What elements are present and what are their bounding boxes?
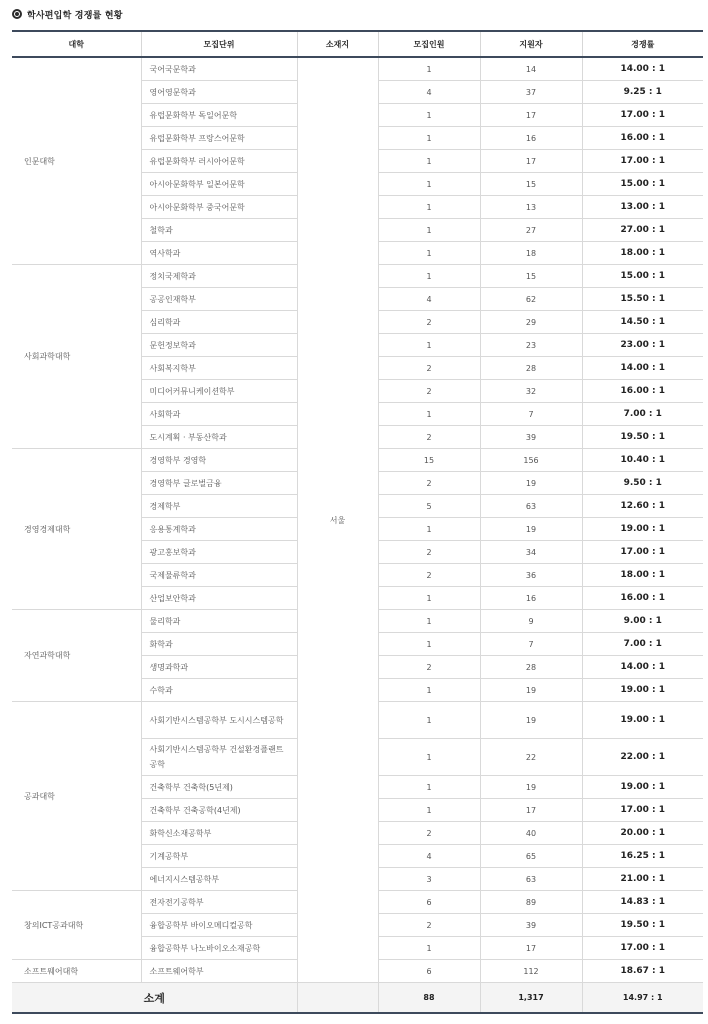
page-header <box>12 6 123 22</box>
unit-cell: 사회복지학부 <box>141 357 297 380</box>
quota-cell: 1 <box>378 127 480 150</box>
header-ratio: 경쟁률 <box>582 31 703 57</box>
applicants-cell: 15 <box>480 265 582 288</box>
applicants-cell: 28 <box>480 656 582 679</box>
unit-cell: 심리학과 <box>141 311 297 334</box>
ratio-cell: 21.00 : 1 <box>582 868 703 891</box>
applicants-cell: 29 <box>480 311 582 334</box>
applicants-cell: 14 <box>480 57 582 81</box>
quota-cell: 1 <box>378 173 480 196</box>
college-cell: 경영경제대학 <box>12 449 141 610</box>
applicants-cell: 18 <box>480 242 582 265</box>
total-label: 소계 <box>12 983 297 1014</box>
quota-cell: 1 <box>378 196 480 219</box>
unit-cell: 전자전기공학부 <box>141 891 297 914</box>
unit-cell: 수학과 <box>141 679 297 702</box>
ratio-cell: 16.00 : 1 <box>582 587 703 610</box>
unit-cell: 도시계획 · 부동산학과 <box>141 426 297 449</box>
quota-cell: 1 <box>378 937 480 960</box>
applicants-cell: 156 <box>480 449 582 472</box>
applicants-cell: 7 <box>480 403 582 426</box>
unit-cell: 아시아문화학부 중국어문학 <box>141 196 297 219</box>
applicants-cell: 39 <box>480 914 582 937</box>
ratio-cell: 16.00 : 1 <box>582 127 703 150</box>
applicants-cell: 27 <box>480 219 582 242</box>
college-cell: 자연과학대학 <box>12 610 141 702</box>
ratio-cell: 19.00 : 1 <box>582 702 703 739</box>
applicants-cell: 19 <box>480 518 582 541</box>
unit-cell: 공공인재학부 <box>141 288 297 311</box>
quota-cell: 2 <box>378 656 480 679</box>
quota-cell: 1 <box>378 610 480 633</box>
total-quota: 88 <box>378 983 480 1014</box>
quota-cell: 15 <box>378 449 480 472</box>
ratio-cell: 16.00 : 1 <box>582 380 703 403</box>
college-cell: 공과대학 <box>12 702 141 891</box>
college-cell: 소프트웨어대학 <box>12 960 141 983</box>
ratio-cell: 19.00 : 1 <box>582 776 703 799</box>
ratio-cell: 13.00 : 1 <box>582 196 703 219</box>
unit-cell: 산업보안학과 <box>141 587 297 610</box>
header-quota: 모집인원 <box>378 31 480 57</box>
college-cell: 사회과학대학 <box>12 265 141 449</box>
header-college: 대학 <box>12 31 141 57</box>
ratio-cell: 20.00 : 1 <box>582 822 703 845</box>
ratio-cell: 7.00 : 1 <box>582 633 703 656</box>
applicants-cell: 36 <box>480 564 582 587</box>
applicants-cell: 13 <box>480 196 582 219</box>
ratio-cell: 17.00 : 1 <box>582 799 703 822</box>
applicants-cell: 9 <box>480 610 582 633</box>
college-cell: 창의ICT공과대학 <box>12 891 141 960</box>
total-location-cell <box>297 983 378 1014</box>
ratio-cell: 19.00 : 1 <box>582 679 703 702</box>
applicants-cell: 112 <box>480 960 582 983</box>
quota-cell: 1 <box>378 104 480 127</box>
applicants-cell: 19 <box>480 679 582 702</box>
ratio-cell: 17.00 : 1 <box>582 104 703 127</box>
ratio-cell: 18.00 : 1 <box>582 564 703 587</box>
table-row <box>12 57 703 81</box>
ratio-cell: 16.25 : 1 <box>582 845 703 868</box>
applicants-cell: 17 <box>480 799 582 822</box>
applicants-cell: 19 <box>480 702 582 739</box>
unit-cell: 경제학부 <box>141 495 297 518</box>
quota-cell: 4 <box>378 288 480 311</box>
quota-cell: 1 <box>378 739 480 776</box>
applicants-cell: 23 <box>480 334 582 357</box>
ratio-cell: 14.00 : 1 <box>582 656 703 679</box>
applicants-cell: 7 <box>480 633 582 656</box>
applicants-cell: 15 <box>480 173 582 196</box>
ratio-cell: 15.00 : 1 <box>582 173 703 196</box>
quota-cell: 1 <box>378 776 480 799</box>
unit-cell: 광고홍보학과 <box>141 541 297 564</box>
circle-bullet-icon <box>12 9 22 19</box>
unit-cell: 문헌정보학과 <box>141 334 297 357</box>
unit-cell: 경영학부 글로벌금융 <box>141 472 297 495</box>
ratio-cell: 22.00 : 1 <box>582 739 703 776</box>
ratio-cell: 27.00 : 1 <box>582 219 703 242</box>
ratio-cell: 15.00 : 1 <box>582 265 703 288</box>
quota-cell: 2 <box>378 380 480 403</box>
ratio-cell: 17.00 : 1 <box>582 150 703 173</box>
table-header-row <box>12 31 703 57</box>
ratio-cell: 18.00 : 1 <box>582 242 703 265</box>
quota-cell: 2 <box>378 357 480 380</box>
applicants-cell: 17 <box>480 150 582 173</box>
applicants-cell: 16 <box>480 127 582 150</box>
unit-cell: 건축학부 건축공학(4년제) <box>141 799 297 822</box>
ratio-cell: 12.60 : 1 <box>582 495 703 518</box>
unit-cell: 물리학과 <box>141 610 297 633</box>
college-cell: 인문대학 <box>12 57 141 265</box>
ratio-cell: 18.67 : 1 <box>582 960 703 983</box>
quota-cell: 2 <box>378 311 480 334</box>
quota-cell: 6 <box>378 891 480 914</box>
quota-cell: 1 <box>378 702 480 739</box>
applicants-cell: 40 <box>480 822 582 845</box>
applicants-cell: 28 <box>480 357 582 380</box>
unit-cell: 미디어커뮤니케이션학부 <box>141 380 297 403</box>
unit-cell: 정치국제학과 <box>141 265 297 288</box>
ratio-cell: 19.50 : 1 <box>582 914 703 937</box>
ratio-cell: 7.00 : 1 <box>582 403 703 426</box>
quota-cell: 2 <box>378 564 480 587</box>
quota-cell: 5 <box>378 495 480 518</box>
quota-cell: 1 <box>378 403 480 426</box>
unit-cell: 사회기반시스템공학부 건설환경플랜트공학 <box>141 739 297 776</box>
unit-cell: 유럽문화학부 독일어문학 <box>141 104 297 127</box>
unit-cell: 사회기반시스템공학부 도시시스템공학 <box>141 702 297 739</box>
quota-cell: 2 <box>378 822 480 845</box>
unit-cell: 응용통계학과 <box>141 518 297 541</box>
applicants-cell: 16 <box>480 587 582 610</box>
ratio-cell: 19.50 : 1 <box>582 426 703 449</box>
ratio-cell: 17.00 : 1 <box>582 937 703 960</box>
applicants-cell: 19 <box>480 472 582 495</box>
ratio-cell: 9.25 : 1 <box>582 81 703 104</box>
unit-cell: 화학신소재공학부 <box>141 822 297 845</box>
unit-cell: 유럽문화학부 러시아어문학 <box>141 150 297 173</box>
applicants-cell: 63 <box>480 495 582 518</box>
ratio-cell: 9.00 : 1 <box>582 610 703 633</box>
location-cell: 서울 <box>297 57 378 983</box>
page-title: 학사편입학 경쟁률 현황 <box>27 10 123 21</box>
total-ratio: 14.97 : 1 <box>582 983 703 1014</box>
quota-cell: 1 <box>378 587 480 610</box>
applicants-cell: 37 <box>480 81 582 104</box>
applicants-cell: 63 <box>480 868 582 891</box>
header-applicants: 지원자 <box>480 31 582 57</box>
unit-cell: 융합공학부 바이오메디컬공학 <box>141 914 297 937</box>
unit-cell: 영어영문학과 <box>141 81 297 104</box>
quota-cell: 2 <box>378 541 480 564</box>
quota-cell: 2 <box>378 426 480 449</box>
unit-cell: 소프트웨어학부 <box>141 960 297 983</box>
ratio-cell: 10.40 : 1 <box>582 449 703 472</box>
ratio-cell: 14.50 : 1 <box>582 311 703 334</box>
applicants-cell: 19 <box>480 776 582 799</box>
quota-cell: 1 <box>378 265 480 288</box>
table-body <box>12 57 703 983</box>
unit-cell: 사회학과 <box>141 403 297 426</box>
unit-cell: 생명과학과 <box>141 656 297 679</box>
quota-cell: 1 <box>378 242 480 265</box>
unit-cell: 에너지시스템공학부 <box>141 868 297 891</box>
applicants-cell: 89 <box>480 891 582 914</box>
unit-cell: 국제물류학과 <box>141 564 297 587</box>
quota-cell: 4 <box>378 81 480 104</box>
competition-rate-table <box>12 30 703 1014</box>
ratio-cell: 9.50 : 1 <box>582 472 703 495</box>
quota-cell: 2 <box>378 914 480 937</box>
unit-cell: 건축학부 건축학(5년제) <box>141 776 297 799</box>
quota-cell: 1 <box>378 679 480 702</box>
unit-cell: 화학과 <box>141 633 297 656</box>
applicants-cell: 32 <box>480 380 582 403</box>
applicants-cell: 22 <box>480 739 582 776</box>
unit-cell: 철학과 <box>141 219 297 242</box>
unit-cell: 기계공학부 <box>141 845 297 868</box>
unit-cell: 융합공학부 나노바이오소재공학 <box>141 937 297 960</box>
quota-cell: 1 <box>378 57 480 81</box>
total-applicants: 1,317 <box>480 983 582 1014</box>
quota-cell: 1 <box>378 799 480 822</box>
applicants-cell: 34 <box>480 541 582 564</box>
total-row <box>12 983 703 1014</box>
unit-cell: 역사학과 <box>141 242 297 265</box>
applicants-cell: 17 <box>480 937 582 960</box>
ratio-cell: 17.00 : 1 <box>582 541 703 564</box>
ratio-cell: 15.50 : 1 <box>582 288 703 311</box>
unit-cell: 경영학부 경영학 <box>141 449 297 472</box>
applicants-cell: 39 <box>480 426 582 449</box>
ratio-cell: 14.00 : 1 <box>582 357 703 380</box>
applicants-cell: 65 <box>480 845 582 868</box>
ratio-cell: 23.00 : 1 <box>582 334 703 357</box>
quota-cell: 1 <box>378 633 480 656</box>
ratio-cell: 19.00 : 1 <box>582 518 703 541</box>
quota-cell: 4 <box>378 845 480 868</box>
unit-cell: 유럽문화학부 프랑스어문학 <box>141 127 297 150</box>
quota-cell: 6 <box>378 960 480 983</box>
quota-cell: 2 <box>378 472 480 495</box>
unit-cell: 아시아문화학부 일본어문학 <box>141 173 297 196</box>
quota-cell: 1 <box>378 334 480 357</box>
ratio-cell: 14.00 : 1 <box>582 57 703 81</box>
quota-cell: 1 <box>378 219 480 242</box>
applicants-cell: 62 <box>480 288 582 311</box>
quota-cell: 1 <box>378 518 480 541</box>
ratio-cell: 14.83 : 1 <box>582 891 703 914</box>
quota-cell: 1 <box>378 150 480 173</box>
applicants-cell: 17 <box>480 104 582 127</box>
header-unit: 모집단위 <box>141 31 297 57</box>
quota-cell: 3 <box>378 868 480 891</box>
unit-cell: 국어국문학과 <box>141 57 297 81</box>
header-location: 소재지 <box>297 31 378 57</box>
